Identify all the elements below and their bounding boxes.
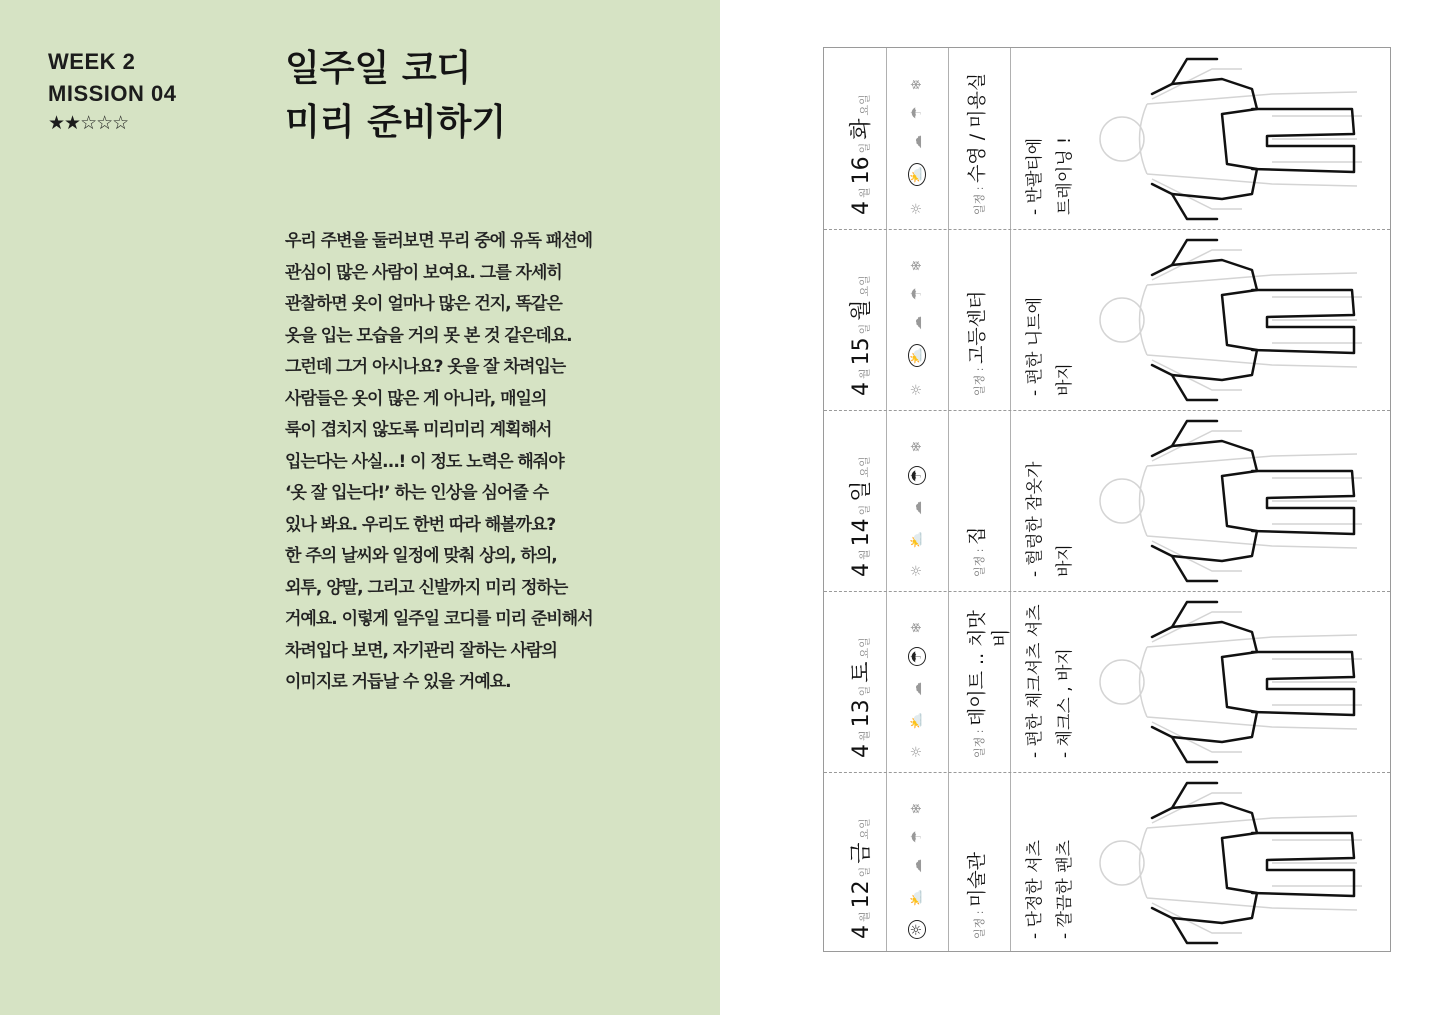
outfit-note: - 편한 니트에 [1025,296,1045,396]
outfit-note: - 단정한 셔츠 [1025,839,1045,939]
outfit-note: 바지 [1055,363,1075,396]
schedule-label: 일정 : [973,726,986,758]
difficulty-rating: ★★☆☆☆ [48,112,129,134]
weekday-value: 일 [849,480,874,502]
title-line-2: 미리 준비하기 [285,102,507,143]
weekday-label: 요일 [858,818,871,840]
schedule-field [962,527,989,577]
column-divider [948,48,949,951]
row-divider [824,591,1390,592]
partly-cloudy-icon: ⛅ [908,163,926,186]
column-divider [886,48,887,951]
umbrella-icon: ☂ [908,466,926,485]
row-divider [824,229,1390,230]
date-value: 16 [849,156,874,185]
body-line: 있나 봐요. 우리도 한번 따라 해볼까요? [285,514,556,535]
body-line: 그런데 그거 아시나요? 옷을 잘 차려입는 [285,357,566,377]
body-line: 룩이 겹치지 않도록 미리미리 계획해서 [285,420,552,440]
head-outline [1100,298,1144,342]
month-value: 4 [849,382,874,396]
schedule-label: 일정 : [973,545,986,577]
month-label: 월 [858,911,871,922]
schedule-field [962,73,989,215]
schedule-extra-field [986,629,1013,647]
body-line: 외투, 양말, 그리고 신발까지 미리 정하는 [285,577,568,598]
date-value: 15 [849,337,874,366]
cloud-icon: ☁ [909,119,925,149]
weather-selector [908,787,926,939]
body-line: 관찰하면 옷이 얼마나 많은 건지, 똑같은 [285,294,562,314]
weather-selector [908,606,926,758]
row-divider [824,410,1390,411]
week-label: WEEK 2 [48,49,136,74]
umbrella-icon: ☂ [909,90,925,119]
body-line: 사람들은 옷이 많은 게 아니라, 매일의 [285,388,547,409]
umbrella-icon: ☂ [909,271,925,300]
body-text [285,226,630,699]
weekday-label: 요일 [858,275,871,297]
schedule-value: 고등센터 [966,290,988,365]
outfit-note-field [1020,840,1045,939]
weekday-label: 요일 [858,637,871,659]
outfit-note: - 헐렁한 잠옷가 [1025,461,1045,577]
snow-icon: ❄ [909,605,925,634]
outfit-note: - 편한 체크셔츠 셔츠 [1025,604,1045,758]
outfit-sketch [1092,778,1382,948]
leg-outline [1272,116,1362,162]
schedule-field [962,852,989,939]
weekday-label: 요일 [858,94,871,116]
cloud-icon: ☁ [909,666,925,696]
date-field [844,272,875,396]
body-line: 거예요. 이렇게 일주일 코디를 미리 준비해서 [285,609,593,629]
schedule-label: 일정 : [973,183,986,215]
sun-icon: ☼ [909,367,925,396]
outfit-sketch [1092,597,1382,767]
outfit-note: - 체크스 , 바지 [1055,648,1075,758]
head-outline [1100,841,1144,885]
body-line: 우리 주변을 둘러보면 무리 중에 유독 패션에 [285,231,593,251]
schedule-value: 미술관 [966,851,988,908]
weekday-value: 금 [849,842,874,864]
schedule-label: 일정 : [973,364,986,396]
outfit-note: 트레이닝 ! [1055,137,1075,215]
date-value: 13 [849,699,874,728]
outfit-sketch [1092,235,1382,405]
partly-cloudy-icon: ⛅ [909,515,925,549]
snow-icon: ❄ [909,62,925,91]
arm-outline [1152,612,1242,752]
outfit-note: - 반팔티에 [1025,137,1045,215]
date-field [844,453,875,577]
outfit-note-field [1020,138,1045,215]
weather-selector [908,244,926,396]
mission-header [48,46,176,110]
outfit-note-field [1050,544,1075,577]
mission-label: MISSION 04 [48,81,177,106]
arm-outline [1152,250,1242,390]
body-line: 옷을 입는 모습을 거의 못 본 것 같은데요. [285,325,572,346]
month-label: 월 [858,187,871,198]
arm-outline [1152,793,1242,933]
head-outline [1100,660,1144,704]
snow-icon: ❄ [909,243,925,272]
cloud-icon: ☁ [909,300,925,330]
weekday-value: 토 [849,661,874,683]
weather-selector [908,63,926,215]
sun-icon: ☼ [909,186,925,215]
weekly-outfit-planner [823,47,1391,952]
month-value: 4 [849,744,874,758]
row-divider [824,772,1390,773]
snow-icon: ❄ [909,786,925,815]
snow-icon: ❄ [909,424,925,453]
body-line: 차려입다 보면, 자기관리 잘하는 사람의 [285,640,557,661]
weather-selector [908,425,926,577]
body-line: 입는다는 사실…! 이 정도 노력은 해줘야 [285,451,564,472]
schedule-field [962,610,989,758]
weekday-label: 요일 [858,456,871,478]
day-label: 일 [858,866,871,878]
leg-outline [1272,840,1362,886]
day-label: 일 [858,504,871,516]
leg-outline [1272,659,1362,705]
outfit-note: - 깔끔한 팬츠 [1055,839,1075,939]
cloud-icon: ☁ [909,485,925,515]
outfit-note-field [1020,604,1045,758]
leg-outline [1272,297,1362,343]
day-label: 일 [858,142,871,154]
date-field [844,91,875,215]
month-value: 4 [849,201,874,215]
head-outline [1100,117,1144,161]
partly-cloudy-icon: ⛅ [908,344,926,367]
body-line: 이미지로 거듭날 수 있을 거예요. [285,672,511,692]
body-line: ‘옷 잘 입는다!’ 하는 인상을 심어줄 수 [285,483,549,503]
schedule-field [962,291,989,396]
cloud-icon: ☁ [909,843,925,873]
leg-outline [1272,478,1362,524]
umbrella-icon: ☂ [909,814,925,843]
outfit-note-field [1020,462,1045,577]
outfit-note-field [1050,137,1075,215]
outfit-note-field [1050,840,1075,939]
column-divider [1010,48,1011,951]
umbrella-icon: ☂ [908,647,926,666]
outfit-note-field [1050,363,1075,396]
date-value: 12 [849,880,874,909]
arm-outline [1152,431,1242,571]
month-label: 월 [858,549,871,560]
partly-cloudy-icon: ⛅ [909,696,925,730]
date-value: 14 [849,518,874,547]
date-field [844,634,875,758]
weekday-value: 화 [849,118,874,140]
schedule-extra: 비 [990,628,1012,647]
schedule-label: 일정 : [973,907,986,939]
title-line-1: 일주일 코디 [285,48,472,89]
outfit-note-field [1020,297,1045,396]
page-title [285,42,506,150]
month-value: 4 [849,925,874,939]
month-value: 4 [849,563,874,577]
sun-icon: ☼ [909,548,925,577]
sun-icon: ☼ [909,729,925,758]
schedule-value: 집 [966,526,988,546]
outfit-sketch [1092,416,1382,586]
sun-icon: ☼ [908,920,926,939]
day-label: 일 [858,323,871,335]
day-label: 일 [858,685,871,697]
outfit-sketch [1092,54,1382,224]
body-line: 관심이 많은 사람이 보여요. 그를 자세히 [285,262,562,283]
date-field [844,815,875,939]
outfit-note-field [1050,648,1075,758]
outfit-note: 바지 [1055,544,1075,577]
body-line: 한 주의 날씨와 일정에 맞춰 상의, 하의, [285,546,557,566]
partly-cloudy-icon: ⛅ [909,873,925,907]
schedule-value: 데이트 .. 치맛 [966,610,988,727]
month-label: 월 [858,730,871,741]
head-outline [1100,479,1144,523]
weekday-value: 월 [849,299,874,321]
month-label: 월 [858,368,871,379]
schedule-value: 수영 / 미용실 [966,72,988,184]
arm-outline [1152,69,1242,209]
